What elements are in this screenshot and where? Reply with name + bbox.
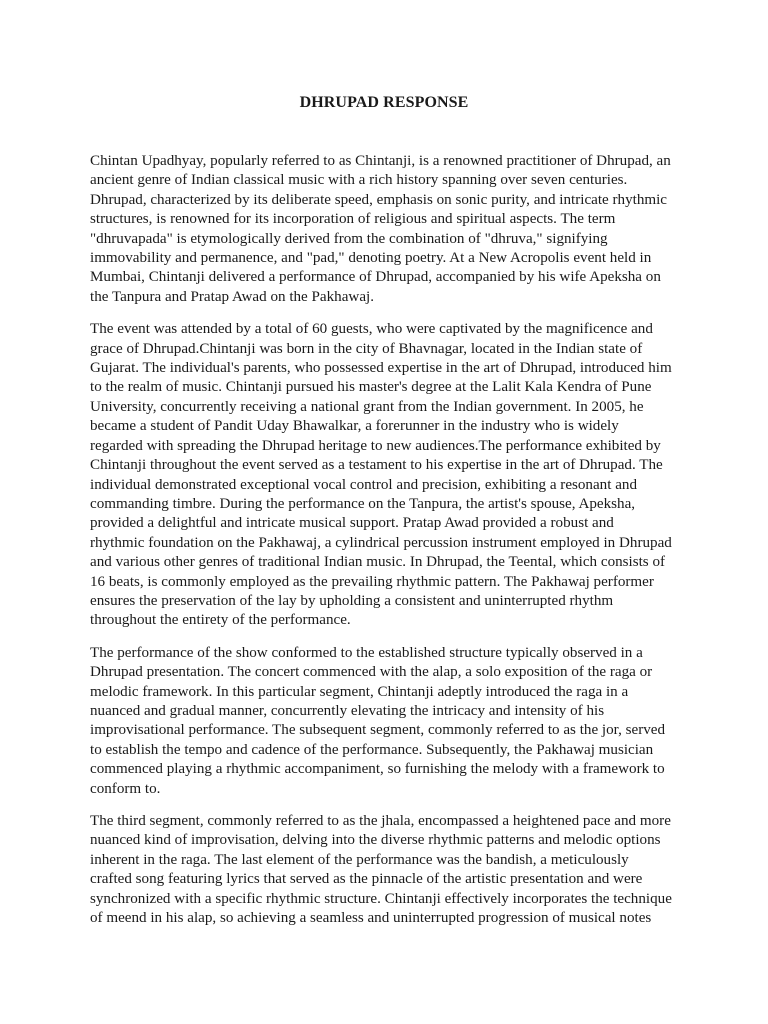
document-title: DHRUPAD RESPONSE <box>299 94 469 111</box>
paragraph: The event was attended by a total of 60 guests, who were captivated by the magnificence and grace of Dhrupad.Chintanji was born in the city of Bhavnagar, located in the Indian state of Gujarat. The individual's parents, who possessed expertise in the art of Dhrupad, introduced him to the realm of music. Chintanji pursued his master's degree at the Lalit Kala Kendra of Pune University, concurrently receiving a national grant from the Indian government. In 2005, he became a student of Pandit Uday Bhawalkar, a forerunner in the industry who is widely regarded with spreading the Dhrupad heritage to new audiences.The performance exhibited by Chintanji throughout the event served as a testament to his expertise in the art of Dhrupad. The individual demonstrated exceptional vocal control and precision, exhibiting a resonant and commanding timbre. During the performance on the Tanpura, the artist's spouse, Apeksha, provided a delightful and intricate musical support. Pratap Awad provided a robust and rhythmic foundation on the Pakhawaj, a cylindrical percussion instrument employed in Dhrupad and various other genres of traditional Indian music. In Dhrupad, the Teental, which consists of 16 beats, is commonly employed as the prevailing rhythmic pattern. The Pakhawaj performer ensures the preservation of the lay by upholding a consistent and uninterrupted rhythm throughout the entirety of the performance. <box>90 321 672 629</box>
paragraph: The performance of the show conformed to the established structure typically observed in a Dhrupad presentation. The concert commenced with the alap, a solo exposition of the raga or melodic framework. In this particular segment, Chintanji adeptly introduced the raga in a nuanced and gradual manner, concurrently elevating the intricacy and intensity of his improvisational performance. The subsequent segment, commonly referred to as the jor, served to establish the tempo and cadence of the performance. Subsequently, the Pakhawaj musician commenced playing a rhythmic accompaniment, so furnishing the melody with a framework to conform to. <box>90 644 666 797</box>
paragraph: Chintan Upadhyay, popularly referred to as Chintanji, is a renowned practitioner of Dhrupad, an ancient genre of Indian classical music with a rich history spanning over seven centuries. Dhrupad, characterized by its deliberate speed, emphasis on sonic purity, and intricate rhythmic structures, is renowned for its incorporation of religious and spiritual aspects. The term "dhruvapada" is etymologically derived from the combination of "dhruva," signifying immovability and permanence, and "pad," denoting poetry. At a New Acropolis event held in Mumbai, Chintanji delivered a performance of Dhrupad, accompanied by his wife Apeksha on the Tanpura and Pratap Awad on the Pakhawaj. <box>90 153 671 305</box>
paragraph: The third segment, commonly referred to as the jhala, encompassed a heightened pace and more nuanced kind of improvisation, delving into the diverse rhythmic patterns and melodic options inherent in the raga. The last element of the performance was the bandish, a meticulously crafted song featuring lyrics that served as the pinnacle of the artistic presentation and were synchronized with a specific rhythmic structure. Chintanji effectively incorporates the technique of meend in his alap, so achieving a seamless and uninterrupted progression of musical notes <box>90 813 672 927</box>
document-body <box>90 152 672 941</box>
